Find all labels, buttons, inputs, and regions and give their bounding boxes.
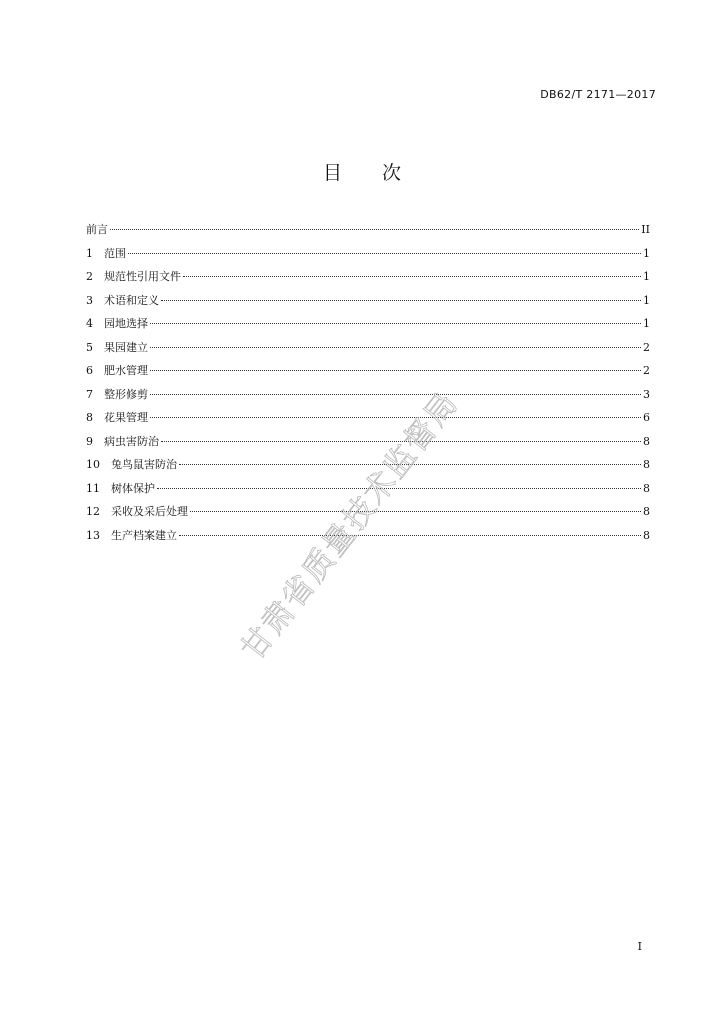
toc-entry[interactable]	[86, 383, 650, 407]
toc-entry[interactable]	[86, 406, 650, 430]
toc-entry-page: 1	[643, 270, 650, 283]
toc-entry-number: 11	[86, 481, 100, 495]
toc-entry-page: 1	[643, 293, 650, 307]
toc-entry-label: 规范性引用文件	[104, 270, 181, 283]
toc-entry-label: 术语和定义	[104, 293, 159, 307]
toc-entry-label: 兔鸟鼠害防治	[111, 458, 177, 471]
toc-entry-page: 8	[643, 505, 650, 518]
standard-number: DB62/T 2171—2017	[540, 88, 656, 101]
toc-entry-number: 9	[86, 434, 93, 448]
toc-entry-number: 13	[86, 528, 100, 542]
toc-entry[interactable]	[86, 336, 650, 360]
toc-leader-dots	[183, 275, 641, 277]
toc-entry-number: 10	[86, 458, 100, 471]
page-number: I	[637, 940, 642, 953]
toc-entry-number: 5	[86, 340, 93, 354]
toc-entry-label: 前言	[86, 223, 108, 236]
toc-leader-dots	[161, 299, 641, 301]
toc-entry-page: 2	[643, 364, 650, 377]
toc-leader-dots	[150, 369, 641, 371]
toc-entry[interactable]	[86, 289, 650, 313]
toc-entry-number: 7	[86, 387, 93, 401]
toc-entry-page: 8	[643, 434, 650, 448]
toc-entry-page: II	[641, 223, 650, 236]
toc-entry-page: 8	[643, 458, 650, 471]
toc-entry[interactable]	[86, 312, 650, 336]
toc-entry-label: 肥水管理	[104, 364, 148, 377]
toc-entry[interactable]	[86, 430, 650, 454]
toc-leader-dots	[128, 252, 641, 254]
toc-entry-page: 1	[643, 317, 650, 330]
title-char-1: 目	[322, 162, 342, 184]
toc-entry-number: 8	[86, 411, 93, 424]
toc-entry-page: 2	[643, 340, 650, 354]
toc-leader-dots	[150, 322, 641, 324]
toc-entry[interactable]	[86, 359, 650, 383]
page-title	[0, 158, 724, 185]
toc-entry[interactable]	[86, 265, 650, 289]
toc-entry-page: 8	[643, 481, 650, 495]
toc-entry-label: 整形修剪	[104, 387, 148, 401]
toc-entry-label: 生产档案建立	[111, 528, 177, 542]
toc-entry-page: 1	[643, 246, 650, 260]
toc-leader-dots	[150, 346, 641, 348]
toc-leader-dots	[150, 393, 641, 395]
toc-entry-label: 范围	[104, 246, 126, 260]
toc-entry-number: 3	[86, 293, 93, 307]
toc-entry[interactable]	[86, 218, 650, 242]
toc-entry-page: 6	[643, 411, 650, 424]
title-char-2: 次	[382, 162, 402, 184]
toc-entry-label: 园地选择	[104, 317, 148, 330]
toc-entry-label: 病虫害防治	[104, 434, 159, 448]
watermark: 甘肃省质量技术监督局	[234, 384, 466, 668]
toc-entry-label: 花果管理	[104, 411, 148, 424]
toc-leader-dots	[190, 510, 641, 512]
toc-entry-page: 8	[643, 528, 650, 542]
toc-entry-page: 3	[643, 387, 650, 401]
toc-leader-dots	[179, 534, 641, 536]
toc-entry-number: 6	[86, 364, 93, 377]
toc-leader-dots	[110, 228, 639, 230]
toc-entry-number: 12	[86, 505, 100, 518]
toc-entry-label: 采收及采后处理	[111, 505, 188, 518]
toc-entry-label: 果园建立	[104, 340, 148, 354]
toc-leader-dots	[150, 416, 641, 418]
toc-entry-number: 1	[86, 246, 93, 260]
toc-entry[interactable]	[86, 242, 650, 266]
toc-entry-number: 2	[86, 270, 93, 283]
toc-entry-number: 4	[86, 317, 93, 330]
toc-entry-label: 树体保护	[111, 481, 155, 495]
